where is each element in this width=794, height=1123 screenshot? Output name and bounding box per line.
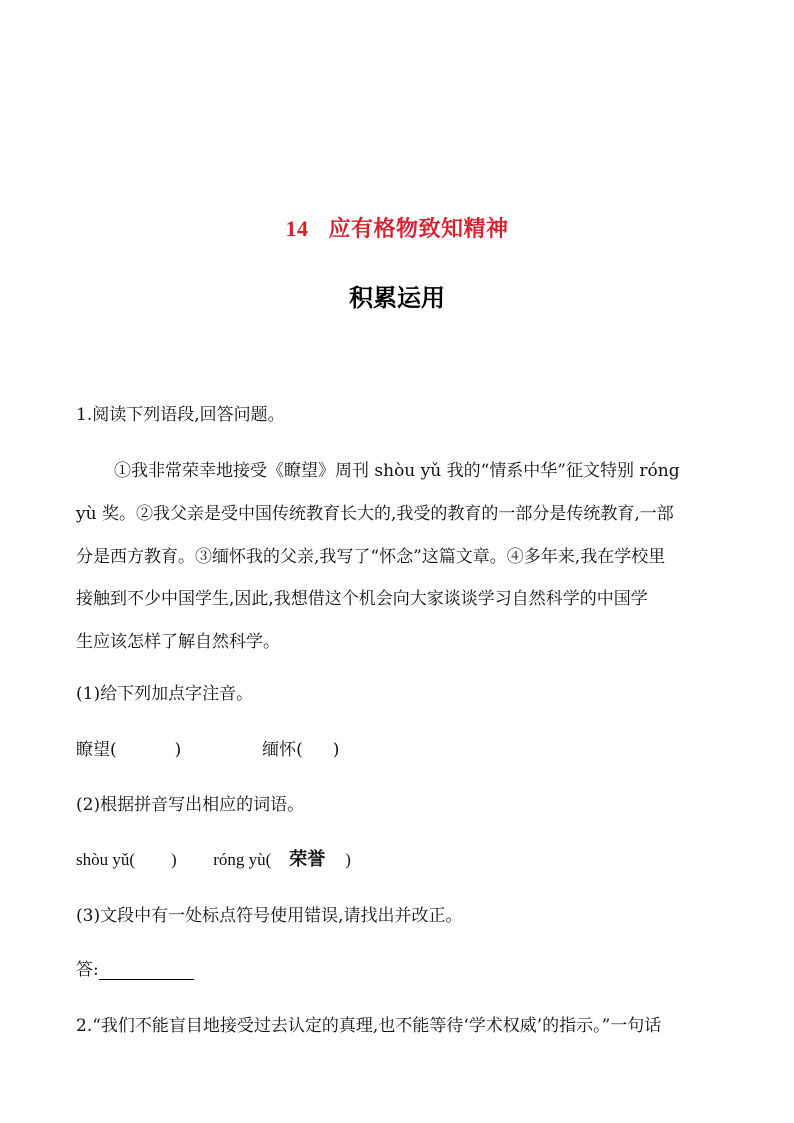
pinyin-item-1-label: 瞭望( (76, 740, 117, 760)
question-1-prompt: 1.阅读下列语段,回答问题。 (76, 405, 285, 425)
sub-question-1-items (76, 735, 339, 760)
answer-label: 答: (76, 960, 99, 980)
word-item-2-close: ) (345, 850, 351, 869)
question-2-prompt: 2.“我们不能盲目地接受过去认定的真理,也不能等待‘学术权威’的指示。”一句话 (76, 1016, 662, 1036)
passage-line-4: 接触到不少中国学生,因此,我想借这个机会向大家谈谈学习自然科学的中国学 (76, 589, 648, 609)
word-item-2-answer: 荣誉 (289, 849, 326, 870)
answer-blank[interactable] (99, 961, 194, 980)
word-item-1-label: shòu yǔ( (76, 850, 136, 869)
sub-question-2-prompt: (2)根据拼音写出相应的词语。 (76, 795, 305, 815)
chapter-title (0, 212, 794, 243)
passage-line-2: yù 奖。②我父亲是受中国传统教育长大的,我受的教育的一部分是传统教育,一部 (76, 504, 674, 524)
pinyin-item-2-close: ) (332, 740, 340, 760)
answer-row (76, 955, 194, 980)
word-item-1-close: ) (171, 850, 177, 869)
section-title: 积累运用 (349, 284, 445, 312)
sub-question-1-prompt: (1)给下列加点字注音。 (76, 684, 254, 704)
sub-question-3-prompt: (3)文段中有一处标点符号使用错误,请找出并改正。 (76, 906, 463, 926)
chapter-name: 应有格物致知精神 (328, 216, 509, 241)
sub-question-2-items (76, 845, 351, 871)
passage-line-5: 生应该怎样了解自然科学。 (76, 632, 280, 652)
passage-line-1: ①我非常荣幸地接受《瞭望》周刊 shòu yǔ 我的“情系中华”征文特别 róng (114, 461, 680, 481)
passage-line-3: 分是西方教育。③缅怀我的父亲,我写了“怀念”这篇文章。④多年来,我在学校里 (76, 547, 666, 567)
pinyin-item-1-close: ) (174, 740, 182, 760)
chapter-number: 14 (285, 216, 309, 241)
word-item-2-label: róng yù( (213, 850, 272, 869)
pinyin-item-2-label: 缅怀( (262, 740, 303, 760)
